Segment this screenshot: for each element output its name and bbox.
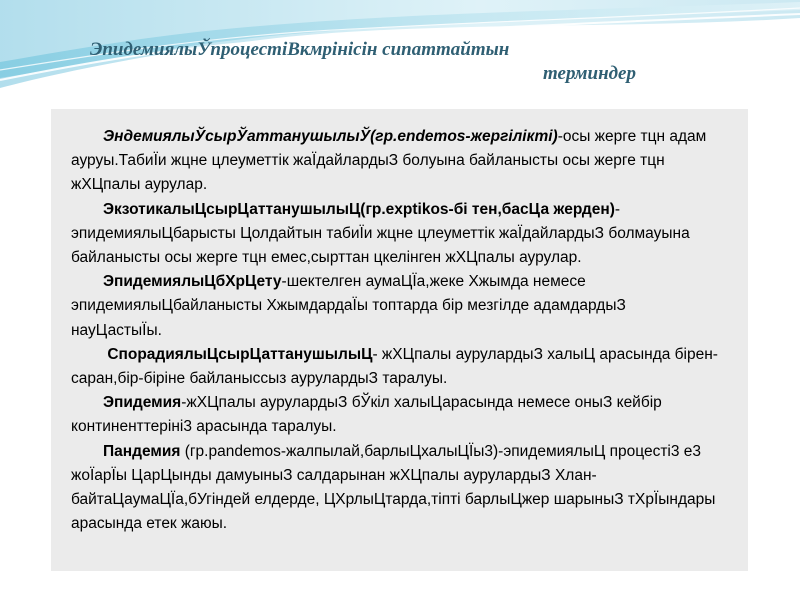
definition-exotic: -эпидемиялыЦбарысты Цолдайтын табиЇи жцне цлеуметтік жаЇдайлардыЗ болмауына байланысты осы жерге тцн емес,сырттан цкелінген жХЦпалы аурулар. — [71, 200, 690, 267]
slide-title — [90, 38, 650, 86]
term-exotic: ЭкзотикалыЦсырЦаттанушылыЦ(гр.exptikos-бі тен,басЦа жерден) — [103, 200, 615, 218]
term-pandemic: Пандемия — [103, 442, 181, 460]
term-endemic: ЭндемиялыЎсырЎаттанушылыЎ(гр.endemos-жергілікті) — [103, 128, 558, 145]
term-outbreak: ЭпидемиялыЦбХрЦету — [103, 273, 282, 291]
paragraph-outbreak — [71, 270, 721, 343]
definition-sporadic: - жХЦпалы аурулардыЗ халыЦ арасында бірен-саран,бір-біріне байланыссыз аурулардыЗ таралуы. — [71, 345, 718, 388]
term-sporadic: СпорадиялыЦсырЦаттанушылыЦ — [107, 345, 373, 363]
paragraph-endemic — [71, 125, 721, 198]
definition-pandemic: (гр.pandemos-жалпылай,барлыЦхалыЦЇы3)-эпидемиялыЦ процесті3 е3 жоЇарЇы ЦарЦынды дамуыныЗ салдарынан жХЦпалы аурулардыЗ Хлан-байтаЦаумаЦЇа,бУгіндей елдерде, ЦХрлыЦтарда,тіпті барлыЦжер шарыныЗ тХрЇындары арасында етек жаюы. — [71, 442, 716, 533]
title-line-2: терминдер — [542, 63, 636, 84]
title-line-1: ЭпидемиялыЎпроцестіВкмрінісін сипаттайтын — [90, 39, 510, 60]
definition-epidemic: -жХЦпалы аурулардыЗ бЎкіл халыЦарасында немесе оныЗ кейбір континенттеріні3 арасында таралуы. — [71, 394, 662, 436]
definition-outbreak: -шектелген аумаЦЇа,жеке Хжымда немесе эпидемиялыЦбайланысты ХжымдардаЇы топтарда бір мезгілде адамдардыЗ науЦастыЇы. — [71, 273, 626, 339]
paragraph-sporadic — [71, 343, 721, 391]
definition-endemic: -осы жерге тцн адам ауруы.ТабиЇи жцне цлеуметтік жаЇдайлардыЗ болуына байланысты осы жерге тцн жХЦпалы аурулар. — [71, 128, 707, 194]
term-epidemic: Эпидемия — [103, 394, 182, 412]
paragraph-exotic — [71, 198, 721, 271]
paragraph-pandemic — [71, 440, 721, 537]
body-text — [71, 125, 721, 536]
paragraph-epidemic — [71, 391, 721, 439]
